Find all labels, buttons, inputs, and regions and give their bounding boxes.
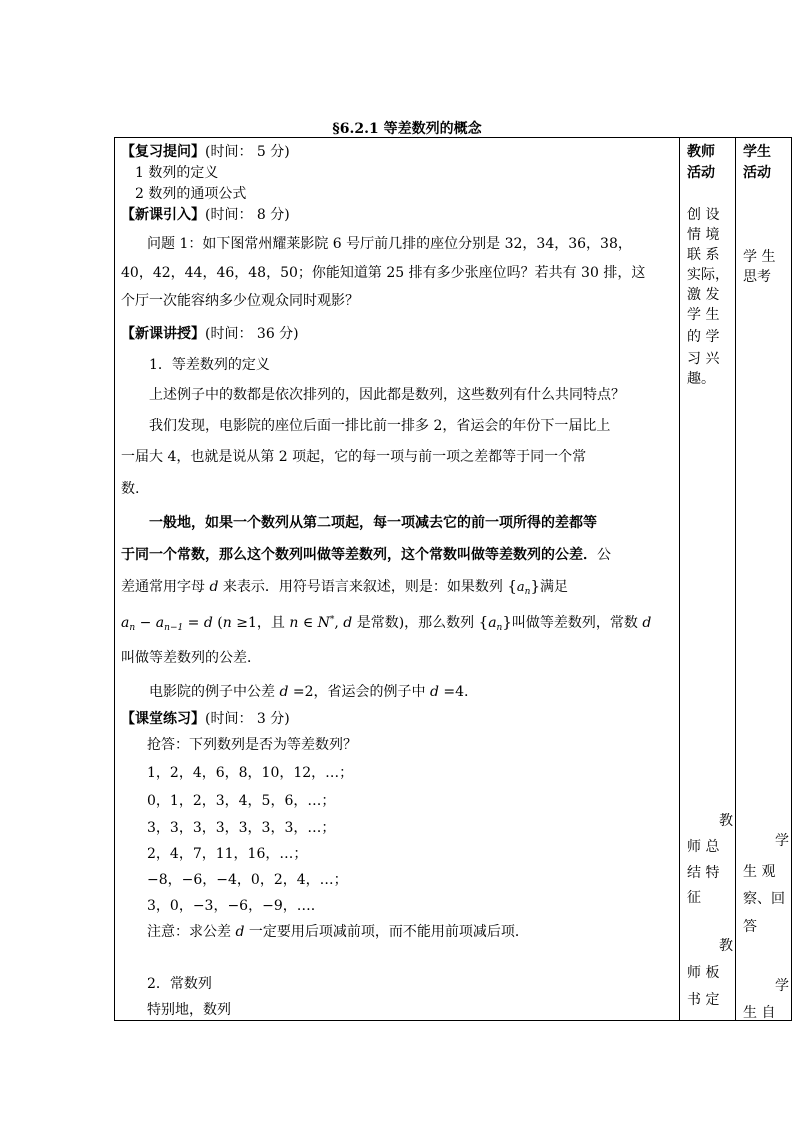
teacher-note: 实际， — [687, 267, 729, 283]
lecture-paragraph: 数. — [121, 481, 140, 497]
definition-text: 于同一个常数，那么这个数列叫做等差数列，这个常数叫做等差数列的公差． — [121, 547, 597, 563]
intro-line: 40，42，44，46，48，50；你能知道第 25 排有多少张座位吗？若共有 30 排，这 — [121, 265, 646, 281]
teacher-note: 激 发 — [687, 287, 720, 303]
symbol-paragraph: 差通常用字母 d 来表示．用符号语言来叙述，则是：如果数列 $\{a_n\}$满足 — [121, 577, 568, 597]
sequence-item: 3，3，3，3，3，3，3，…； — [147, 820, 336, 836]
sequence-item: 2，4，7，11，16，…； — [147, 846, 308, 862]
practice-prompt: 抢答：下列数列是否为等差数列？ — [147, 737, 357, 753]
teacher-note: 学 生 — [687, 307, 720, 323]
student-header: 活动 — [743, 165, 771, 181]
sequence-item: 0，1，2，3，4，5，6，…； — [147, 793, 336, 809]
definition-tail: 公 — [597, 547, 611, 563]
student-note: 学 — [775, 833, 789, 849]
teacher-note: 教 — [719, 813, 733, 829]
teacher-note: 趣。 — [687, 371, 715, 387]
lecture-paragraph: 一届大 4，也就是说从第 2 项起，它的每一项与前一项之差都等于同一个常 — [121, 449, 587, 465]
review-item: 1 数列的定义 — [135, 165, 219, 181]
student-note: 生 观 — [743, 864, 776, 880]
lesson-table — [114, 137, 792, 1021]
lecture-subtitle: 2．常数列 — [147, 976, 212, 992]
lecture-paragraph: 电影院的例子中公差 d =2，省运会的例子中 d =4. — [149, 684, 469, 700]
student-header: 学生 — [743, 144, 771, 160]
definition-text: 一般地，如果一个数列从第二项起，每一项减去它的前一项所得的差都等 — [149, 515, 597, 531]
intro-label: 【新课引入】 — [121, 207, 205, 223]
teacher-note: 联 系 — [687, 247, 720, 263]
practice-text: 特别地，数列 — [147, 1002, 231, 1018]
teacher-note: 师 板 — [687, 965, 720, 981]
sequence-item: 3，0，−3，−6，−9，…. — [147, 898, 316, 914]
teacher-note: 师 总 — [687, 839, 720, 855]
lecture-subtitle: 1．等差数列的定义 — [149, 357, 270, 373]
teacher-note: 情 境 — [687, 227, 720, 243]
teacher-note: 习 兴 — [687, 351, 720, 367]
teacher-note: 的 学 — [687, 329, 720, 345]
student-note: 生 自 — [743, 1005, 776, 1021]
column-divider — [735, 138, 736, 1020]
formula-line: $a_n - a_{n-1} = d$ (n ≥1，且 n ∈ N*, d 是常数)，那么数列 $\{a_n\}$叫做等差数列，常数 d — [121, 613, 652, 633]
column-divider — [679, 138, 680, 1020]
teacher-header: 教师 — [687, 144, 715, 160]
sequence-item: −8，−6，−4，0，2，4，…； — [147, 872, 348, 888]
intro-line: 个厅一次能容纳多少位观众同时观影？ — [121, 293, 359, 309]
lecture-paragraph: 我们发现，电影院的座位后面一排比前一排多 2，省运会的年份下一届比上 — [149, 418, 611, 434]
lecture-time: (时间： 36 分) — [205, 326, 299, 342]
lecture-paragraph: 上述例子中的数都是依次排列的，因此都是数列，这些数列有什么共同特点？ — [149, 387, 625, 403]
review-time: (时间： 5 分) — [205, 144, 290, 160]
review-item: 2 数列的通项公式 — [135, 186, 247, 202]
practice-time: (时间： 3 分) — [205, 711, 290, 727]
teacher-note: 创 设 — [687, 207, 720, 223]
teacher-note: 征 — [687, 890, 701, 906]
student-note: 学 — [775, 978, 789, 994]
teacher-header: 活动 — [687, 165, 715, 181]
teacher-note: 书 定 — [687, 992, 720, 1008]
review-label: 【复习提问】 — [121, 144, 205, 160]
practice-note: 注意：求公差 d 一定要用后项减前项，而不能用前项减后项． — [147, 924, 529, 940]
student-note: 察、回 — [743, 891, 785, 907]
teacher-note: 教 — [719, 938, 733, 954]
sequence-item: 1，2，4，6，8，10，12，…； — [147, 765, 354, 781]
intro-line: 问题 1：如下图常州耀莱影院 6 号厅前几排的座位分别是 32，34，36，38， — [147, 236, 632, 252]
sequence-symbol: $\{a_n\}$ — [507, 577, 540, 597]
page-title: §6.2.1 等差数列的概念 — [332, 121, 482, 137]
intro-time: (时间： 8 分) — [205, 207, 290, 223]
practice-label: 【课堂练习】 — [121, 711, 205, 727]
student-note: 学 生 — [743, 249, 776, 265]
lecture-label: 【新课讲授】 — [121, 326, 205, 342]
student-note: 答 — [743, 919, 757, 935]
teacher-note: 结 特 — [687, 865, 720, 881]
lecture-paragraph: 叫做等差数列的公差． — [121, 650, 261, 666]
student-note: 思考 — [743, 269, 771, 285]
